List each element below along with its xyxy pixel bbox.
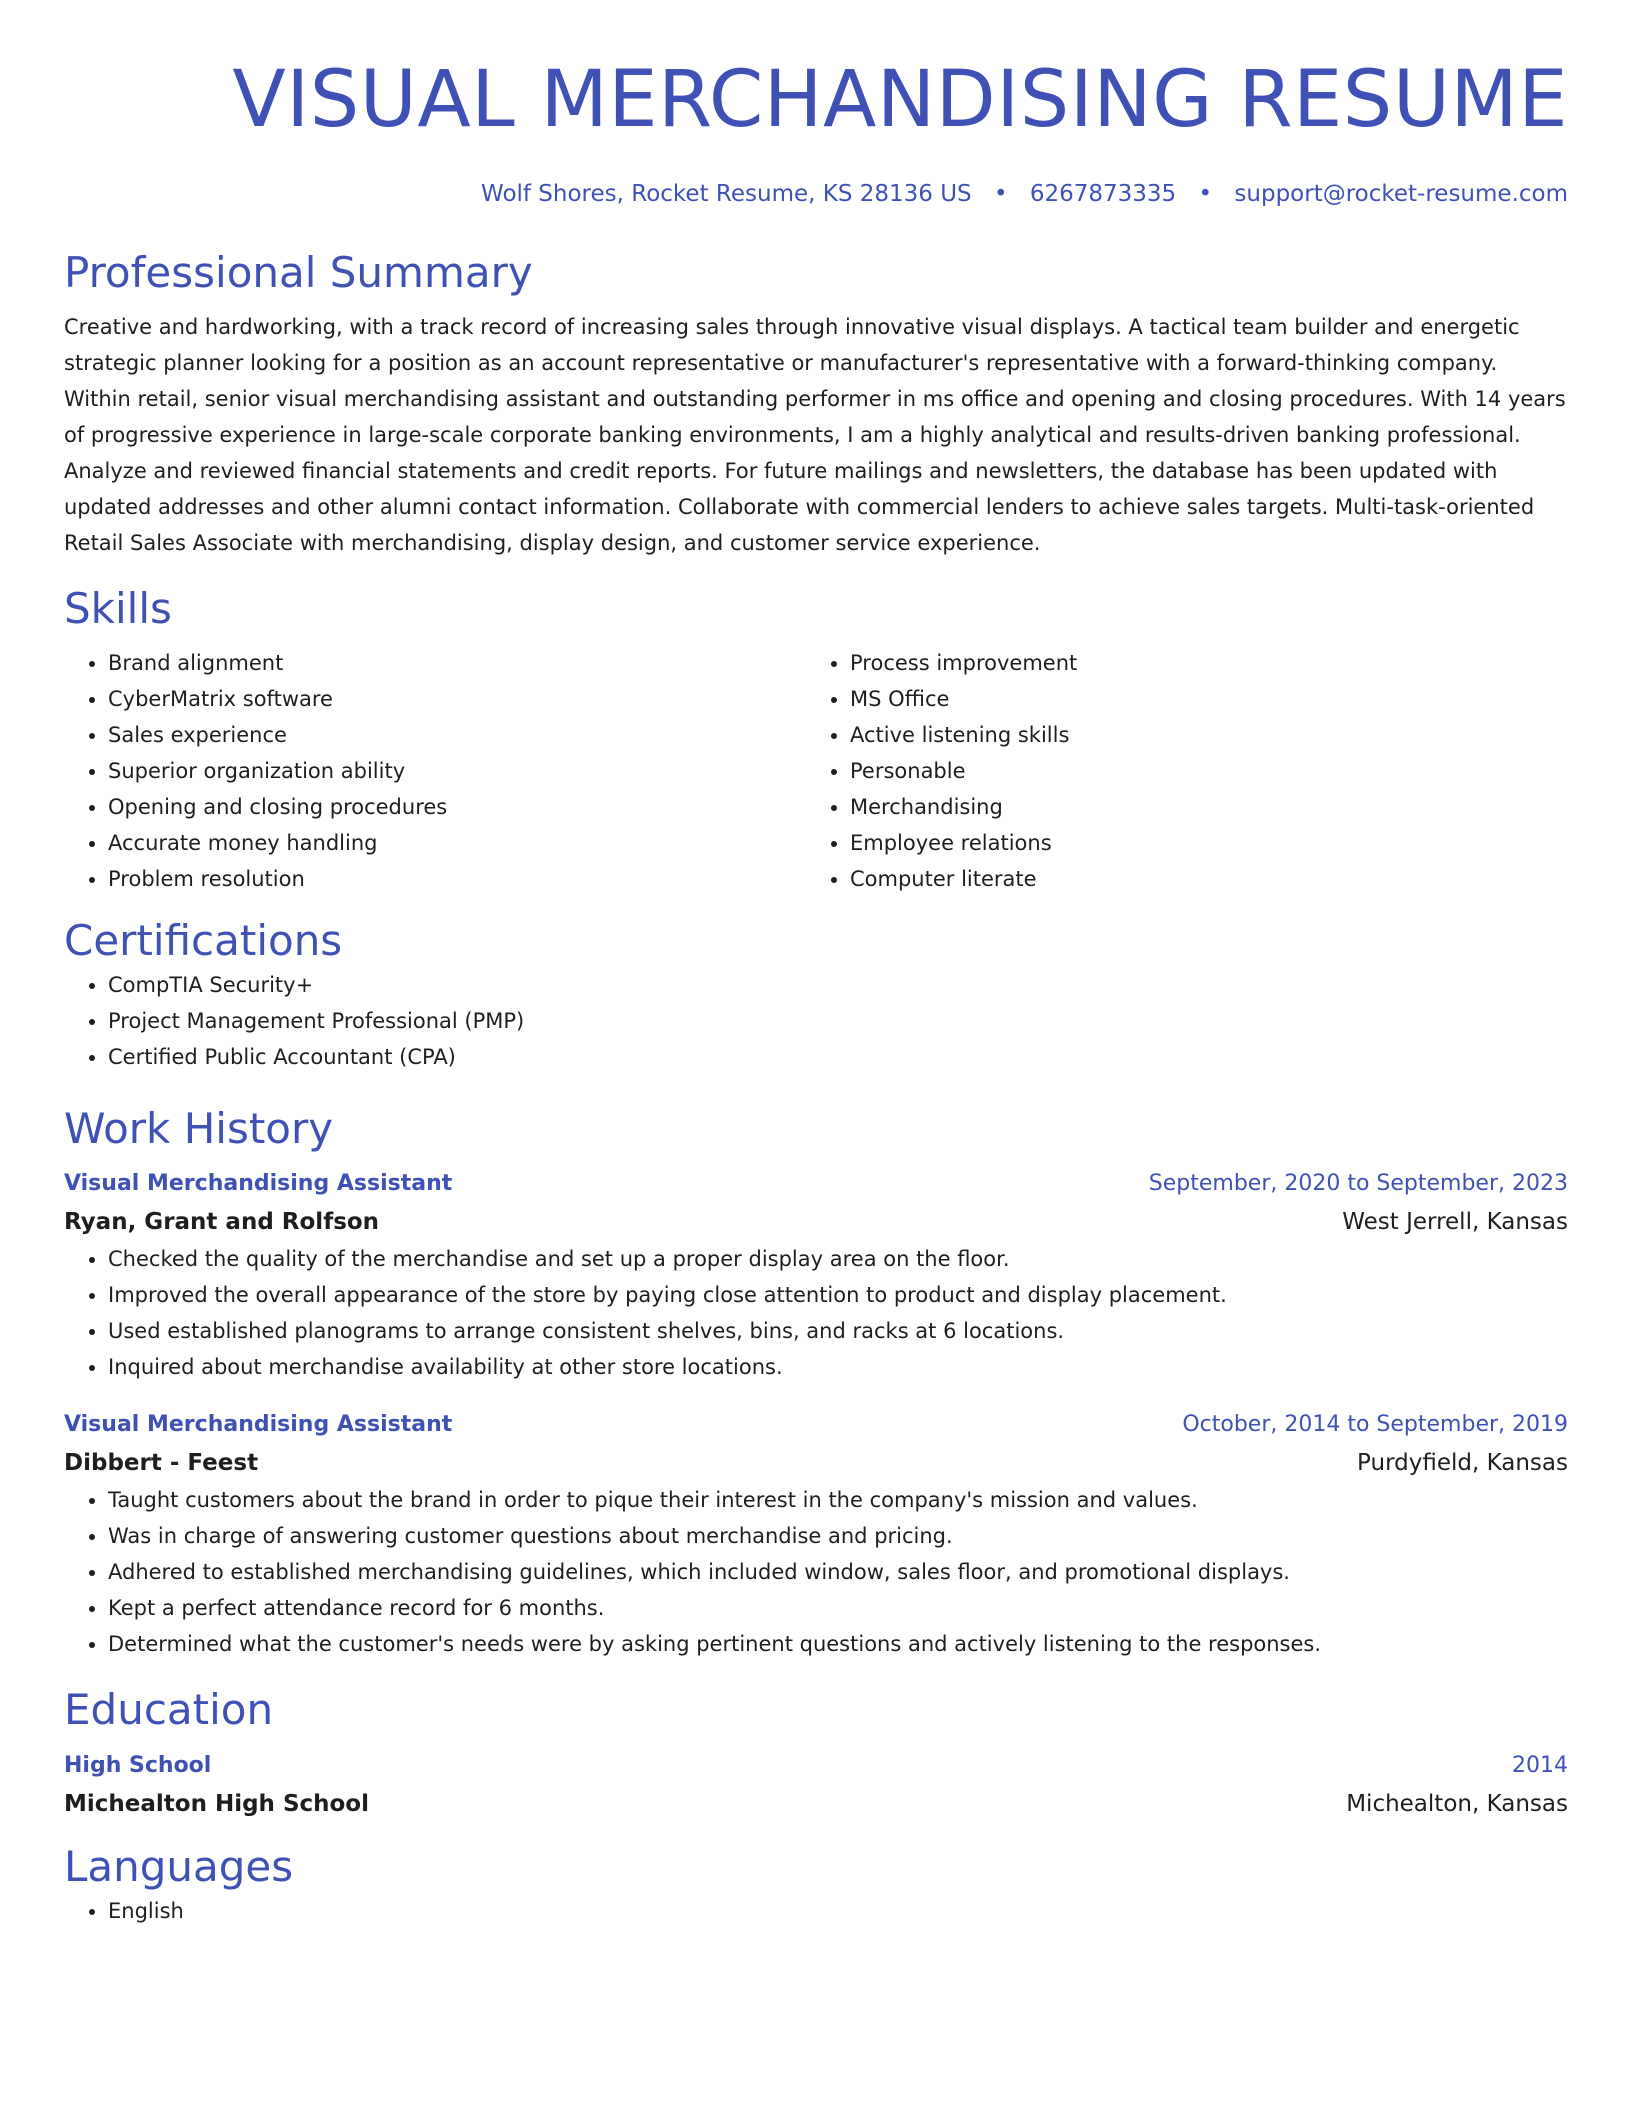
work-history-heading: Work History	[64, 1104, 334, 1153]
job-duty: • Checked the quality of the merchandise and set up a proper display area on the floor.	[108, 1241, 1568, 1277]
skill-item: • Computer literate	[850, 861, 1548, 897]
job-duty: • Kept a perfect attendance record for 6 months.	[108, 1590, 1568, 1626]
job-duty: • Adhered to established merchandising guidelines, which included window, sales floor, and promotional displays.	[108, 1554, 1568, 1590]
job-duties	[64, 1482, 1568, 1662]
job-duty: • Determined what the customer's needs were by asking pertinent questions and actively listening to the responses.	[108, 1626, 1568, 1662]
education-degree: High School	[64, 1753, 212, 1778]
contact-separator: •	[1198, 181, 1213, 207]
job-duty: • Taught customers about the brand in order to pique their interest in the company's mission and values.	[108, 1482, 1568, 1518]
certification-item: • CompTIA Security+	[108, 967, 1568, 1003]
contact-address: Wolf Shores, Rocket Resume, KS 28136 US	[481, 181, 972, 207]
job-duty: • Improved the overall appearance of the store by paying close attention to product and display placement.	[108, 1277, 1568, 1313]
skills-column-right	[806, 645, 1548, 897]
certifications-list	[64, 967, 1568, 1075]
education-subheader	[64, 1785, 1568, 1823]
skill-item: • Brand alignment	[108, 645, 806, 681]
job-header	[64, 1165, 1568, 1203]
job-duty: • Used established planograms to arrange consistent shelves, bins, and racks at 6 locations.	[108, 1313, 1568, 1349]
job-subheader	[64, 1444, 1568, 1482]
job-duties	[64, 1241, 1568, 1385]
skill-item: • Superior organization ability	[108, 753, 806, 789]
skills-grid	[64, 645, 1568, 897]
job-header	[64, 1406, 1568, 1444]
languages-heading: Languages	[64, 1842, 294, 1891]
education-heading: Education	[64, 1685, 274, 1734]
certification-item: • Certified Public Accountant (CPA)	[108, 1039, 1568, 1075]
education-entry	[64, 1747, 1568, 1823]
contact-phone: 6267873335	[1029, 181, 1177, 207]
skill-item: • MS Office	[850, 681, 1548, 717]
skills-list-right	[806, 645, 1548, 897]
job-duty: • Inquired about merchandise availability at other store locations.	[108, 1349, 1568, 1385]
education-location: Michealton, Kansas	[1346, 1791, 1568, 1817]
job-duty: • Was in charge of answering customer questions about merchandise and pricing.	[108, 1518, 1568, 1554]
skill-item: • Employee relations	[850, 825, 1548, 861]
certifications-heading: Certifications	[64, 916, 343, 965]
certification-item: • Project Management Professional (PMP)	[108, 1003, 1568, 1039]
education-school: Michealton High School	[64, 1791, 369, 1817]
skill-item: • Opening and closing procedures	[108, 789, 806, 825]
job-subheader	[64, 1203, 1568, 1241]
skill-item: • Sales experience	[108, 717, 806, 753]
job-company: Dibbert - Feest	[64, 1450, 259, 1476]
job-dates: October, 2014 to September, 2019	[1182, 1412, 1568, 1437]
contact-line	[64, 179, 1568, 209]
skill-item: • Active listening skills	[850, 717, 1548, 753]
resume-title: VISUAL MERCHANDISING RESUME	[232, 55, 1568, 145]
skill-item: • Problem resolution	[108, 861, 806, 897]
skills-heading: Skills	[64, 584, 172, 633]
education-year: 2014	[1512, 1753, 1568, 1778]
summary-heading: Professional Summary	[64, 248, 533, 297]
contact-email: support@rocket-resume.com	[1234, 181, 1568, 207]
skills-list-left	[64, 645, 806, 897]
job-role: Visual Merchandising Assistant	[64, 1171, 453, 1196]
job-role: Visual Merchandising Assistant	[64, 1412, 453, 1437]
skill-item: • Merchandising	[850, 789, 1548, 825]
language-item: • English	[108, 1893, 1568, 1929]
job-location: Purdyfield, Kansas	[1357, 1450, 1568, 1476]
summary-text: Creative and hardworking, with a track record of increasing sales through innovative visual displays. A tactical team builder and energetic strategic planner looking for a position as an account representative or manufacturer's representative with a forward-thinking company. Within retail, senior visual merchandising assistant and outstanding performer in ms office and opening and closing procedures. With 14 years of progressive experience in large-scale corporate banking environments, I am a highly analytical and results-driven banking professional. Analyze and reviewed financial statements and credit reports. For future mailings and newsletters, the database has been updated with updated addresses and other alumni contact information. Collaborate with commercial lenders to achieve sales targets. Multi-task-oriented Retail Sales Associate with merchandising, display design, and customer service experience.	[64, 315, 1566, 555]
job-entry	[64, 1165, 1568, 1385]
skill-item: • CyberMatrix software	[108, 681, 806, 717]
contact-separator: •	[993, 181, 1008, 207]
job-location: West Jerrell, Kansas	[1342, 1209, 1568, 1235]
skill-item: • Accurate money handling	[108, 825, 806, 861]
skills-column-left	[64, 645, 806, 897]
skill-item: • Personable	[850, 753, 1548, 789]
job-company: Ryan, Grant and Rolfson	[64, 1209, 380, 1235]
languages-list	[64, 1893, 1568, 1929]
job-entry	[64, 1406, 1568, 1662]
skill-item: • Process improvement	[850, 645, 1548, 681]
education-header	[64, 1747, 1568, 1785]
job-dates: September, 2020 to September, 2023	[1148, 1171, 1568, 1196]
